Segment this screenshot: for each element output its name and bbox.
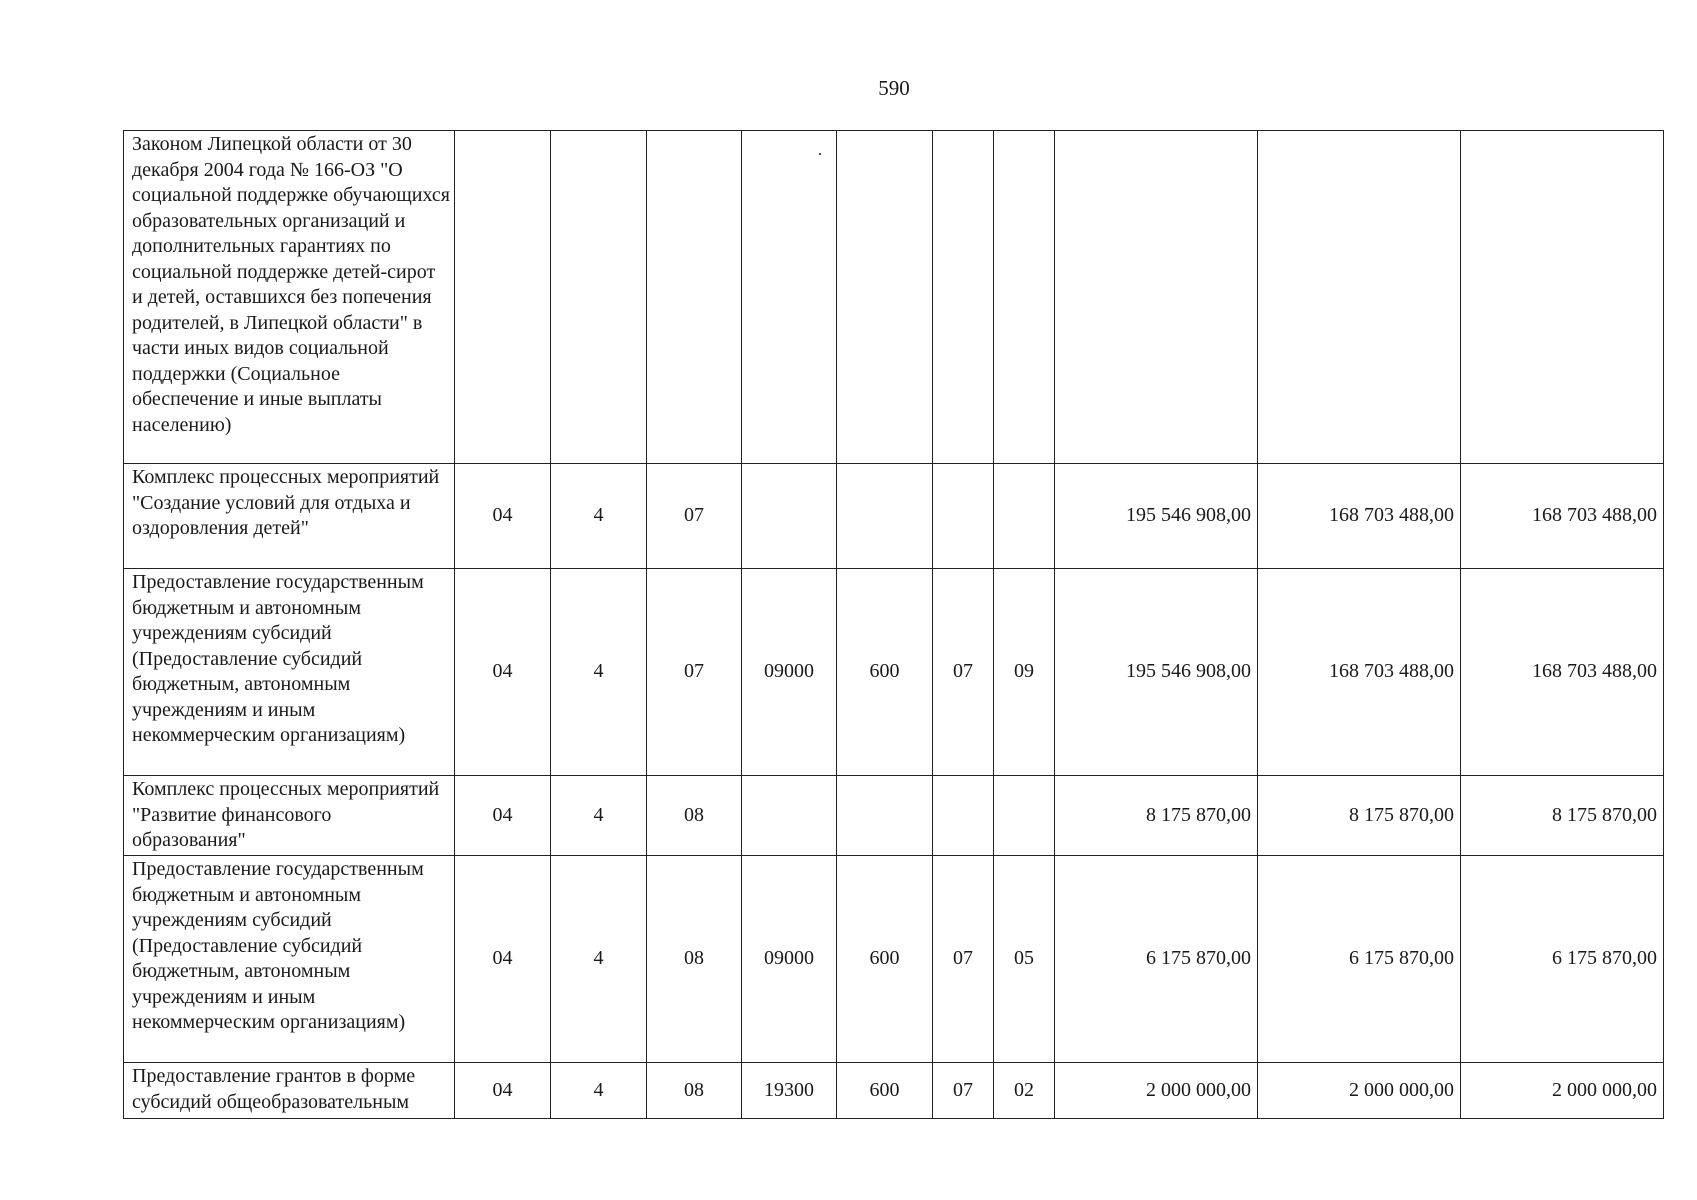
code-cell-4 bbox=[742, 464, 837, 569]
code-cell-3: 08 bbox=[647, 1063, 742, 1119]
code-cell-3 bbox=[647, 131, 742, 464]
table-row bbox=[124, 131, 1664, 464]
amount-cell-1: 195 546 908,00 bbox=[1055, 464, 1258, 569]
amount-cell-1: 195 546 908,00 bbox=[1055, 569, 1258, 776]
code-cell-1: 04 bbox=[455, 776, 551, 856]
row-description: Предоставление грантов в форме субсидий общеобразовательным bbox=[124, 1063, 455, 1119]
code-cell-5 bbox=[837, 776, 933, 856]
code-cell-2: 4 bbox=[551, 464, 647, 569]
code-cell-7: 02 bbox=[994, 1063, 1055, 1119]
code-cell-3: 08 bbox=[647, 856, 742, 1063]
code-cell-7 bbox=[994, 131, 1055, 464]
code-cell-6: 07 bbox=[933, 856, 994, 1063]
code-cell-4: 19300 bbox=[742, 1063, 837, 1119]
amount-cell-1 bbox=[1055, 131, 1258, 464]
code-cell-1 bbox=[455, 131, 551, 464]
code-cell-6 bbox=[933, 776, 994, 856]
code-cell-6: 07 bbox=[933, 569, 994, 776]
code-cell-4: 09000 bbox=[742, 856, 837, 1063]
code-cell-1: 04 bbox=[455, 569, 551, 776]
code-cell-2 bbox=[551, 131, 647, 464]
amount-cell-3: 6 175 870,00 bbox=[1461, 856, 1664, 1063]
amount-cell-2: 168 703 488,00 bbox=[1258, 464, 1461, 569]
row-description: Предоставление государственным бюджетным и автономным учреждениям субсидий (Предоставление субсидий бюджетным, автономным учреждениям и иным некоммерческим организациям) bbox=[124, 856, 455, 1063]
code-cell-5: 600 bbox=[837, 856, 933, 1063]
row-description: Комплекс процессных мероприятий "Создание условий для отдыха и оздоровления детей" bbox=[124, 464, 455, 569]
code-cell-2: 4 bbox=[551, 856, 647, 1063]
code-cell-3: 07 bbox=[647, 569, 742, 776]
page-number: 590 bbox=[878, 76, 910, 100]
code-cell-6: 07 bbox=[933, 1063, 994, 1119]
budget-table bbox=[123, 130, 1664, 1119]
code-cell-5: 600 bbox=[837, 569, 933, 776]
code-cell-4 bbox=[742, 776, 837, 856]
table-row bbox=[124, 856, 1664, 1063]
table-row bbox=[124, 569, 1664, 776]
amount-cell-3: 168 703 488,00 bbox=[1461, 569, 1664, 776]
amount-cell-3: 8 175 870,00 bbox=[1461, 776, 1664, 856]
row-description: Комплекс процессных мероприятий "Развитие финансового образования" bbox=[124, 776, 455, 856]
code-cell-3: 07 bbox=[647, 464, 742, 569]
amount-cell-1: 2 000 000,00 bbox=[1055, 1063, 1258, 1119]
code-cell-6 bbox=[933, 131, 994, 464]
code-cell-4 bbox=[742, 131, 837, 464]
amount-cell-2: 2 000 000,00 bbox=[1258, 1063, 1461, 1119]
amount-cell-2 bbox=[1258, 131, 1461, 464]
amount-cell-3: 168 703 488,00 bbox=[1461, 464, 1664, 569]
code-cell-7: 05 bbox=[994, 856, 1055, 1063]
table-row bbox=[124, 464, 1664, 569]
code-cell-5 bbox=[837, 131, 933, 464]
table-row bbox=[124, 776, 1664, 856]
code-cell-7 bbox=[994, 464, 1055, 569]
code-cell-2: 4 bbox=[551, 1063, 647, 1119]
code-cell-1: 04 bbox=[455, 856, 551, 1063]
code-cell-5 bbox=[837, 464, 933, 569]
code-cell-7 bbox=[994, 776, 1055, 856]
amount-cell-2: 8 175 870,00 bbox=[1258, 776, 1461, 856]
code-cell-3: 08 bbox=[647, 776, 742, 856]
code-cell-4: 09000 bbox=[742, 569, 837, 776]
amount-cell-3: 2 000 000,00 bbox=[1461, 1063, 1664, 1119]
amount-cell-2: 6 175 870,00 bbox=[1258, 856, 1461, 1063]
code-cell-2: 4 bbox=[551, 569, 647, 776]
code-cell-2: 4 bbox=[551, 776, 647, 856]
code-cell-1: 04 bbox=[455, 464, 551, 569]
code-cell-7: 09 bbox=[994, 569, 1055, 776]
amount-cell-1: 8 175 870,00 bbox=[1055, 776, 1258, 856]
amount-cell-3 bbox=[1461, 131, 1664, 464]
code-cell-5: 600 bbox=[837, 1063, 933, 1119]
code-cell-1: 04 bbox=[455, 1063, 551, 1119]
code-cell-6 bbox=[933, 464, 994, 569]
table-row bbox=[124, 1063, 1664, 1119]
row-description: Законом Липецкой области от 30 декабря 2004 года № 166-ОЗ "О социальной поддержке обучающихся образовательных организаций и дополнительных гарантиях по социальной поддержке детей-сирот и детей, оставшихся без попечения родителей, в Липецкой области" в части иных видов социальной поддержки (Социальное обеспечение и иные выплаты населению) bbox=[124, 131, 455, 464]
amount-cell-2: 168 703 488,00 bbox=[1258, 569, 1461, 776]
row-description: Предоставление государственным бюджетным и автономным учреждениям субсидий (Предоставление субсидий бюджетным, автономным учреждениям и иным некоммерческим организациям) bbox=[124, 569, 455, 776]
amount-cell-1: 6 175 870,00 bbox=[1055, 856, 1258, 1063]
